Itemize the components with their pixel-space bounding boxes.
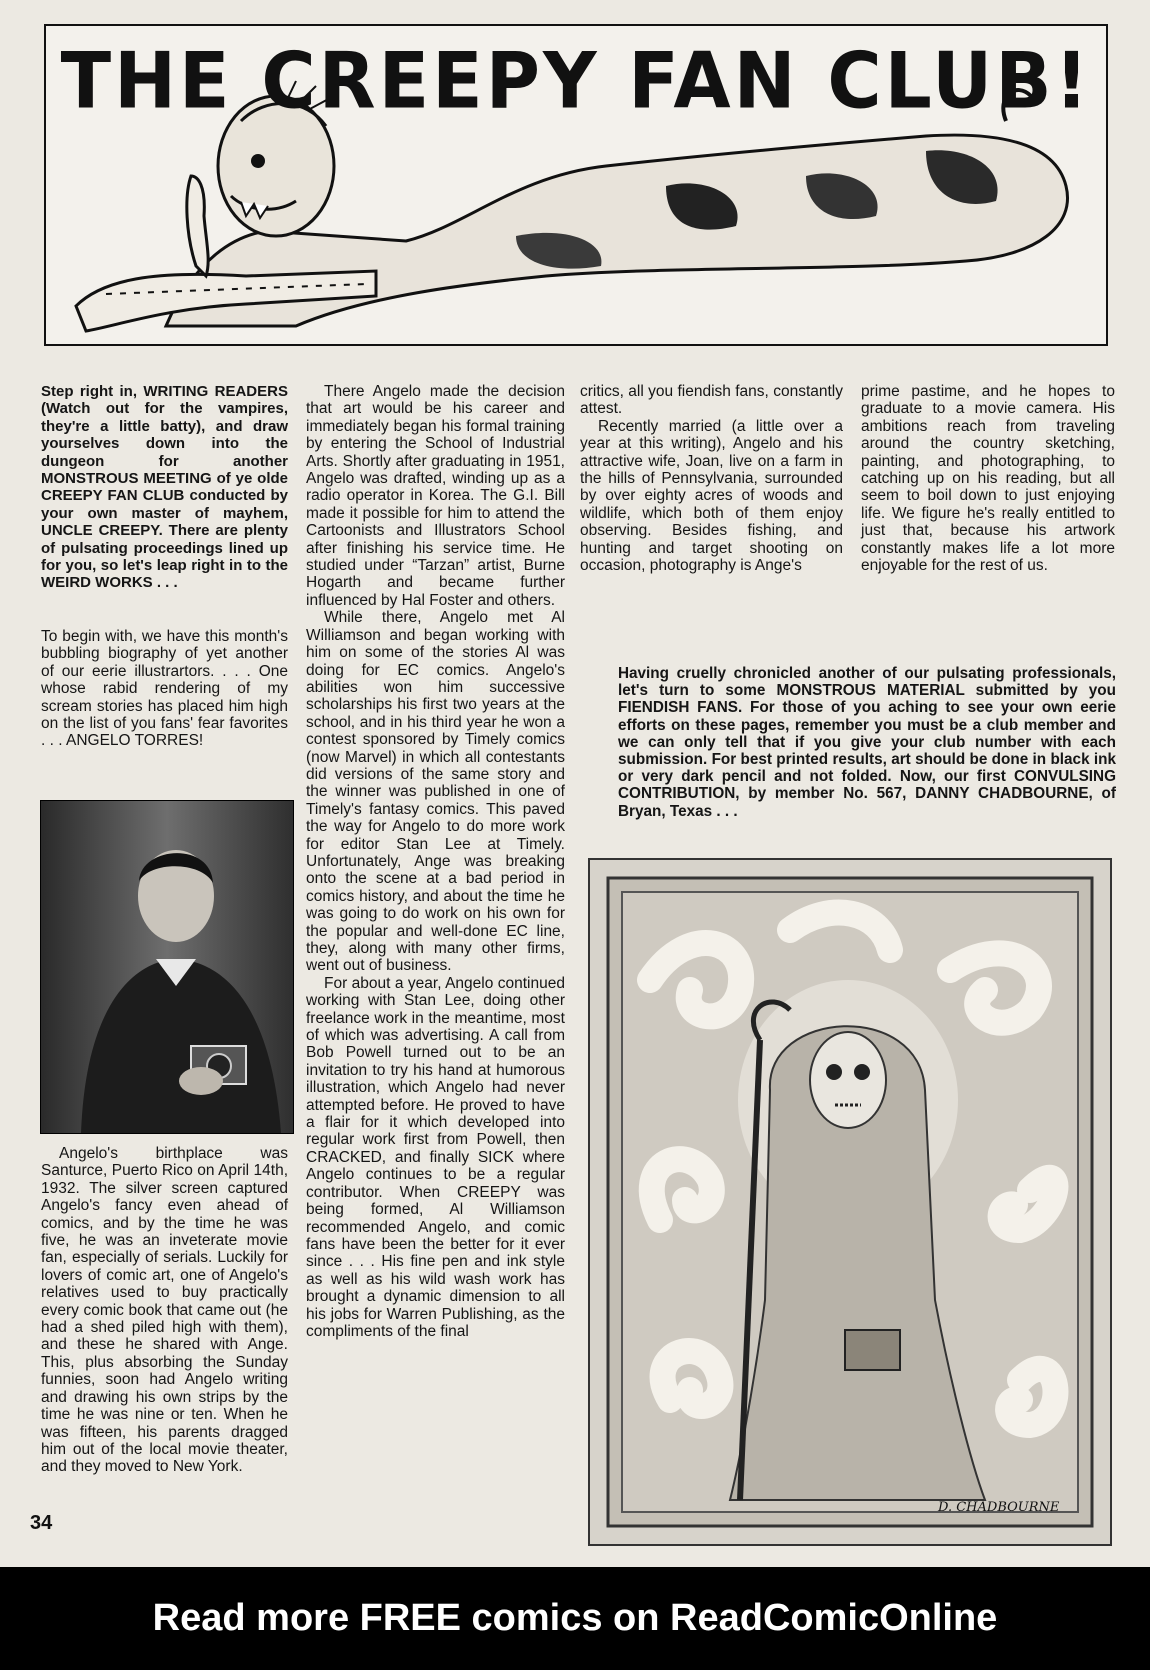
- birthplace-paragraph: Angelo's birthplace was Santurce, Puerto Rico on April 14th, 1932. The silver screen captured Angelo's fancy even ahead of comics, and by the time he was five, he was an inveterate movie fan, especially of serials. Luckily for lovers of comic art, one of Angelo's relatives used to buy practically every comic book that came out (he had a shed piled high with them), and these he shared with Ange. This, plus absorbing the Sunday funnies, soon had Angelo writing and drawing his own strips by the time he was nine or ten. When he was fifteen, his parents dragged him out of the local movie theater, and they moved to New York.: [41, 1145, 288, 1476]
- column-1: [41, 383, 288, 750]
- critics-paragraph: critics, all you fiendish fans, constantly attest.: [580, 383, 843, 418]
- grim-reaper-drawing: [590, 860, 1110, 1544]
- column-2: [306, 383, 565, 1340]
- page-number: 34: [30, 1512, 53, 1534]
- column-1-bottom: [41, 1145, 288, 1476]
- pastime-paragraph: prime pastime, and he hopes to graduate to a movie camera. His ambitions reach from traveling around the country sketching, painting, and photographing, to catching up on his reading, but all seem to boil down to just enjoying life. We figure he's really entitled to just that, because his artwork constantly makes life a lot more enjoyable for the rest of us.: [861, 383, 1115, 575]
- banner-title: THE CREEPY FAN CLUB!: [60, 35, 1092, 127]
- artist-signature: D. CHADBOURNE: [938, 1500, 1060, 1515]
- stan-lee-paragraph: For about a year, Angelo continued working with Stan Lee, doing other freelance work in the meantime, most of which was advertising. A call from Bob Powell turned out to be an invitation to try his hand at humorous illustration, which Angelo had never attempted before. He proved to have a flair for it which developed into regular work first from Powell, then CRACKED, and finally SICK where Angelo continues to be a regular contributor. When CREEPY was being formed, Al Williamson recommended Angelo, and comic fans have been the better for it ever since . . . His fine pen and ink style as well as his wild wash work has brought a dynamic dimension to all his jobs for Warren Publishing, as the compliments of the final: [306, 974, 565, 1340]
- photo-illustration: [41, 801, 293, 1133]
- intro-paragraph: Step right in, WRITING READERS (Watch out for the vampires, they're a little batty), and draw yourselves down into the dungeon for another MONSTROUS MEETING of ye olde CREEPY FAN CLUB conducted by your own master of mayhem, UNCLE CREEPY. There are plenty of pulsating proceedings lined up for you, so let's leap right in to the WEIRD WORKS . . .: [41, 383, 288, 592]
- submission-note: Having cruelly chronicled another of our pulsating professionals, let's turn to some MONSTROUS MATERIAL submitted by you FIENDISH FANS. For those of you aching to see your own eerie efforts on these pages, remember you must be a club member and we can only tell that if you give your club number with each submission. For best printed results, art should be done in black ink or very dark pencil and not folded. Now, our first CONVULSING CONTRIBUTION, by member No. 567, DANNY CHADBOURNE, of Bryan, Texas . . .: [618, 665, 1116, 820]
- fan-artwork: [588, 858, 1112, 1546]
- header-illustration: [44, 24, 1108, 346]
- angelo-torres-photo: [40, 800, 294, 1134]
- column-3: [580, 383, 843, 574]
- column-4: [861, 383, 1115, 574]
- biography-intro: To begin with, we have this month's bubbling biography of yet another of our eerie illustrartors. . . . One whose rabid rendering of my scream stories has placed him high on the list of you fans' fear favorites . . . ANGELO TORRES!: [41, 627, 288, 750]
- williamson-paragraph: While there, Angelo met Al Williamson and began working with him on some of the stories Al was doing for EC comics. Angelo's abilities won him successive scholarships his first two years at the school, and in his third year he won a contest sponsored by Timely comics (now Marvel) in which all contestants did versions of the same story and the winner was published in one of Timely's fantasy comics. This paved the way for Angelo to do more work for editor Stan Lee at Timely. Unfortunately, Ange was breaking onto the scene at a bad period in comics history, and about the time he was going to do work on his own for the popular and well-done EC line, they, along with many other firms, went out of business.: [306, 609, 565, 975]
- married-paragraph: Recently married (a little over a year at this writing), Angelo and his attractive wife, Joan, live on a farm in the hills of Pennsylvania, surrounded by over eighty acres of woods and wildlife, which both of them enjoy observing. Besides fishing, and hunting and target shooting on occasion, photography is Ange's: [580, 417, 843, 575]
- career-paragraph: There Angelo made the decision that art would be his career and immediately began his formal training by entering the School of Industrial Arts. Shortly after graduating in 1951, Angelo was drafted, winding up as a radio operator in Korea. The G.I. Bill made it possible for him to attend the Cartoonists and Illustrators School after finishing his service time. He studied under “Tarzan” artist, Burne Hogarth and became further influenced by Hal Foster and others.: [306, 383, 565, 609]
- footer-banner: Read more FREE comics on ReadComicOnline: [0, 1567, 1150, 1670]
